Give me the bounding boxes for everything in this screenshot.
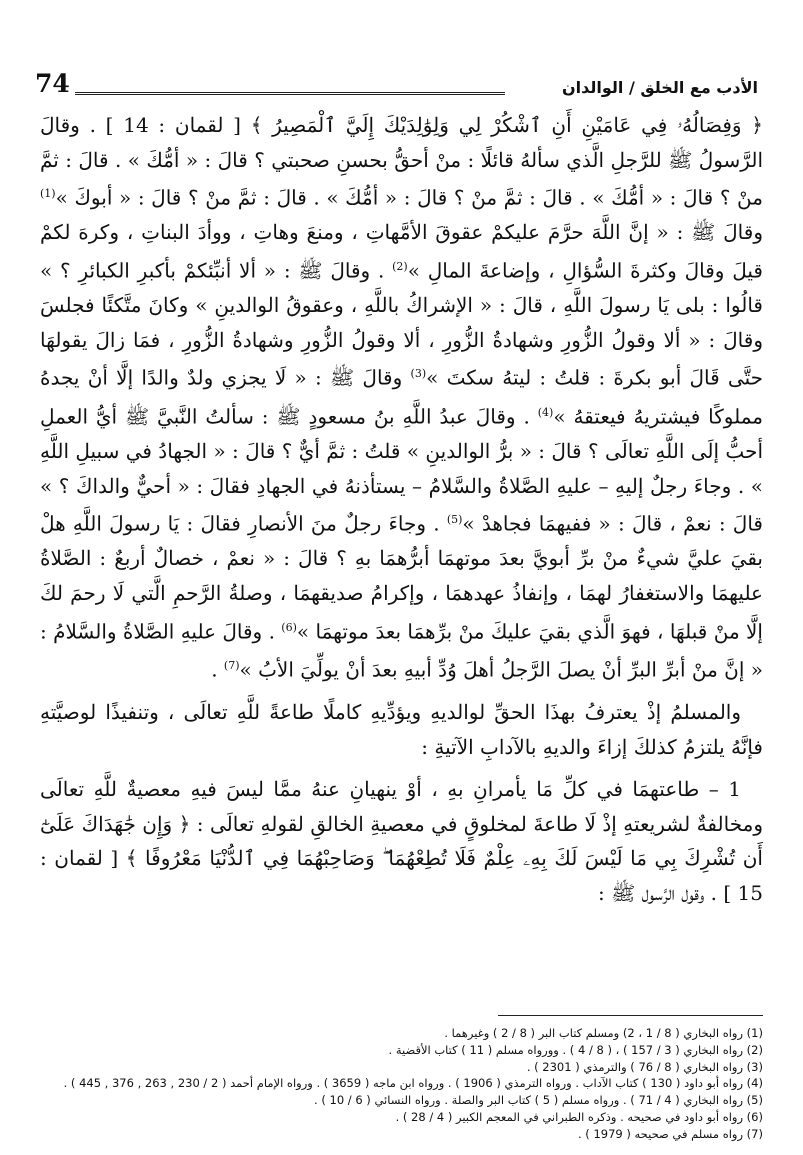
footnote-5: (5) رواه البخاري ( 4 / 71 ) . ورواه مسلم ( 5 ) كتاب البر والصلة . ورواه النسائي ( 6 / 10 ) . [314, 1093, 763, 1108]
page-number: 74 [35, 69, 70, 98]
text-run: . وجاءَ رجلٌ منَ الأنصارِ فقالَ : يَا رسولَ اللَّهِ هلْ بقيَ عليَّ شيءٌ منْ برِّ أبويَّ بعدَ موتهمَا أبرُّهمَا بهِ ؟ قالَ : « نعمْ ، خصالٌ أربعٌ : الصَّلاةُ عليهمَا والاستغفارُ لهمَا ، وإنفاذُ عهدهمَا ، وإكرامُ صديقهمَا ، وصلةُ الرَّحمِ الَّتي لَا رحمَ لكَ إلَّا منْ قبلهَا ، فهوَ الَّذي بقيَ عليكَ منْ برِّهمَا بعدَ موتهمَا » [40, 511, 763, 644]
footnote-ref: (2) [392, 260, 408, 274]
paragraph-muslim-duty: والمسلمُ إذْ يعترفُ بهذَا الحقِّ لوالديهِ ويؤدِّيهِ كاملًا طاعةً للَّهِ تعالَى ، وتنفيذًا لوصيَّتهِ فإنَّهُ يلتزمُ كذلكَ إزاءَ والديهِ بالآدابِ الآتيةِ : [40, 700, 763, 759]
footnote-3: (3) رواه البخاري ( 8 / 76 ) والترمذي ( 2301 ) . [526, 1059, 763, 1074]
footnote-6: (6) رواه أبو داود في صحيحه . وذكره الطبراني في المعجم الكبير ( 4 / 28 ) . [395, 1109, 763, 1124]
text-run: وقالَ ﷺ : « إنَّ اللَّهَ حرَّمَ عليكمْ عقوقَ الأمَّهاتِ ، ومنعَ وهاتِ ، ووأدَ البناتِ ، وكرهَ لكمْ قيلَ وقالَ وكثرةَ السُّؤالِ ، وإضاعةَ المالِ » [40, 220, 763, 283]
main-text [40, 108, 763, 911]
text-run: ﴿ وَفِصَالُهُۥ فِي عَامَيْنِ أَنِ ٱشْكُرْ لِي وَلِوَٰلِدَيْكَ إِلَيَّ ٱلْمَصِيرُ ﴾ [ لقمان : 14 ] . وقالَ الرَّسولُ ﷺ للرَّجلِ الَّذي سألهُ قائلًا : منْ أحقُّ بحسنِ صحبتي ؟ قالَ : « أمُّكَ » . قالَ : ثمَّ منْ ؟ قالَ : « أمُّكَ » . قالَ : ثمَّ منْ ؟ قالَ : « أمُّكَ » . قالَ : ثمَّ منْ ؟ قالَ : « أبوكَ » [40, 113, 763, 210]
footnote-ref: (4) [537, 405, 554, 419]
footnote-ref: (6) [281, 620, 297, 634]
text-run: وقالَ ﷺ : « لَا يجزي ولدٌ والدًا إلَّا أنْ يجدهُ مملوكًا فيشتريهُ فيعتقهُ » [40, 366, 763, 429]
footnote-4: (4) رواه أبو داود ( 130 ) كتاب الآداب . ورواه الترمذي ( 1906 ) . ورواه ابن ماجه ( 3659 ) . ورواه الإمام أحمد ( 2 / 230 , 263 , 376 , 445 ) . [63, 1076, 763, 1091]
paragraph-hadith [40, 108, 763, 687]
header-rule [75, 92, 505, 95]
running-title: الأدب مع الخلق / الوالدان [561, 78, 758, 97]
footnote-ref: (7) [223, 658, 240, 672]
footnote-ref: (3) [410, 367, 427, 381]
footnotes [40, 1025, 763, 1143]
text-run: . وقالَ عبدُ اللَّهِ بنُ مسعودٍ ﷺ : سألتُ النَّبيَّ ﷺ أيُّ العملِ أحبُّ إلَى اللَّهِ تعالَى ؟ قالَ : « برُّ الوالدينِ » قلتُ : ثمَّ أيٌّ ؟ قالَ : « الجهادُ في سبيلِ اللَّهِ » . وجاءَ رجلٌ إليهِ – عليهِ الصَّلاةُ والسَّلامُ – يستأذنهُ في الجهادِ فقالَ : « أحيٌّ والداكَ ؟ » قالَ : نعمْ ، قالَ : « ففيهمَا فجاهدْ » [40, 404, 763, 536]
text-run: . وقالَ عليهِ الصَّلاةُ والسَّلامُ : « إنَّ منْ أبرِّ البرِّ أنْ يصلَ الرَّجلُ أهلَ وُدِّ أبيهِ بعدَ أنْ يولِّيَ الأبُ » [40, 619, 763, 682]
footnote-1: (1) رواه البخاري ( 8 / 1 ، 2) ومسلم كتاب البر ( 8 / 2 ) وغيرهما . [444, 1026, 763, 1040]
paragraph-obedience: 1 – طاعتهمَا في كلِّ مَا يأمرانِ بهِ ، أوْ ينهيانِ عنهُ ممَّا ليسَ فيهِ معصيةٌ للَّهِ تعالَى ومخالفةٌ لشريعتهِ إذْ لَا طاعةَ لمخلوقٍ في معصيةِ الخالقِ لقولهِ تعالَى : ﴿ وَإِن جَٰهَدَاكَ عَلَىٰٓ أَن تُشْرِكَ بِي مَا لَيْسَ لَكَ بِهِۦ عِلْمٌ فَلَا تُطِعْهُمَا ۖ وَصَاحِبْهُمَا فِي ٱلدُّنْيَا مَعْرُوفًا ﴾ [ لقمان : 15 ] . وقول الرَّسول ﷺ : [40, 777, 763, 906]
text-run: . [211, 657, 224, 682]
text-run: . وقالَ ﷺ : « ألا أنبِّئكمْ بأكبرِ الكبائرِ ؟ » قالُوا : بلى يَا رسولَ اللَّهِ ، قالَ : « الإشراكُ باللَّهِ ، وعقوقُ الوالدينِ » وكانَ متَّكئًا فجلسَ وقالَ : « ألا وقولُ الزُّورِ وشهادةُ الزُّورِ ، ألا وقولُ الزُّورِ وشهادةُ الزُّورِ ، فمَا زالَ يقولهَا حتَّى قَالَ أبو بكرةَ : قلتُ : ليتهُ سكتَ » [40, 258, 763, 391]
footnote-ref: (1) [40, 187, 56, 201]
footnote-ref: (5) [446, 513, 463, 527]
footnote-2: (2) رواه البخاري ( 3 / 157 ) ، ( 8 / 4 ) . وورواه مسلم ( 11 ) كتاب الأقضية . [388, 1042, 763, 1057]
footnote-7: (7) رواه مسلم في صحيحه ( 1979 ) . [577, 1126, 763, 1141]
footnote-rule [498, 1015, 763, 1016]
page-header [35, 70, 758, 100]
